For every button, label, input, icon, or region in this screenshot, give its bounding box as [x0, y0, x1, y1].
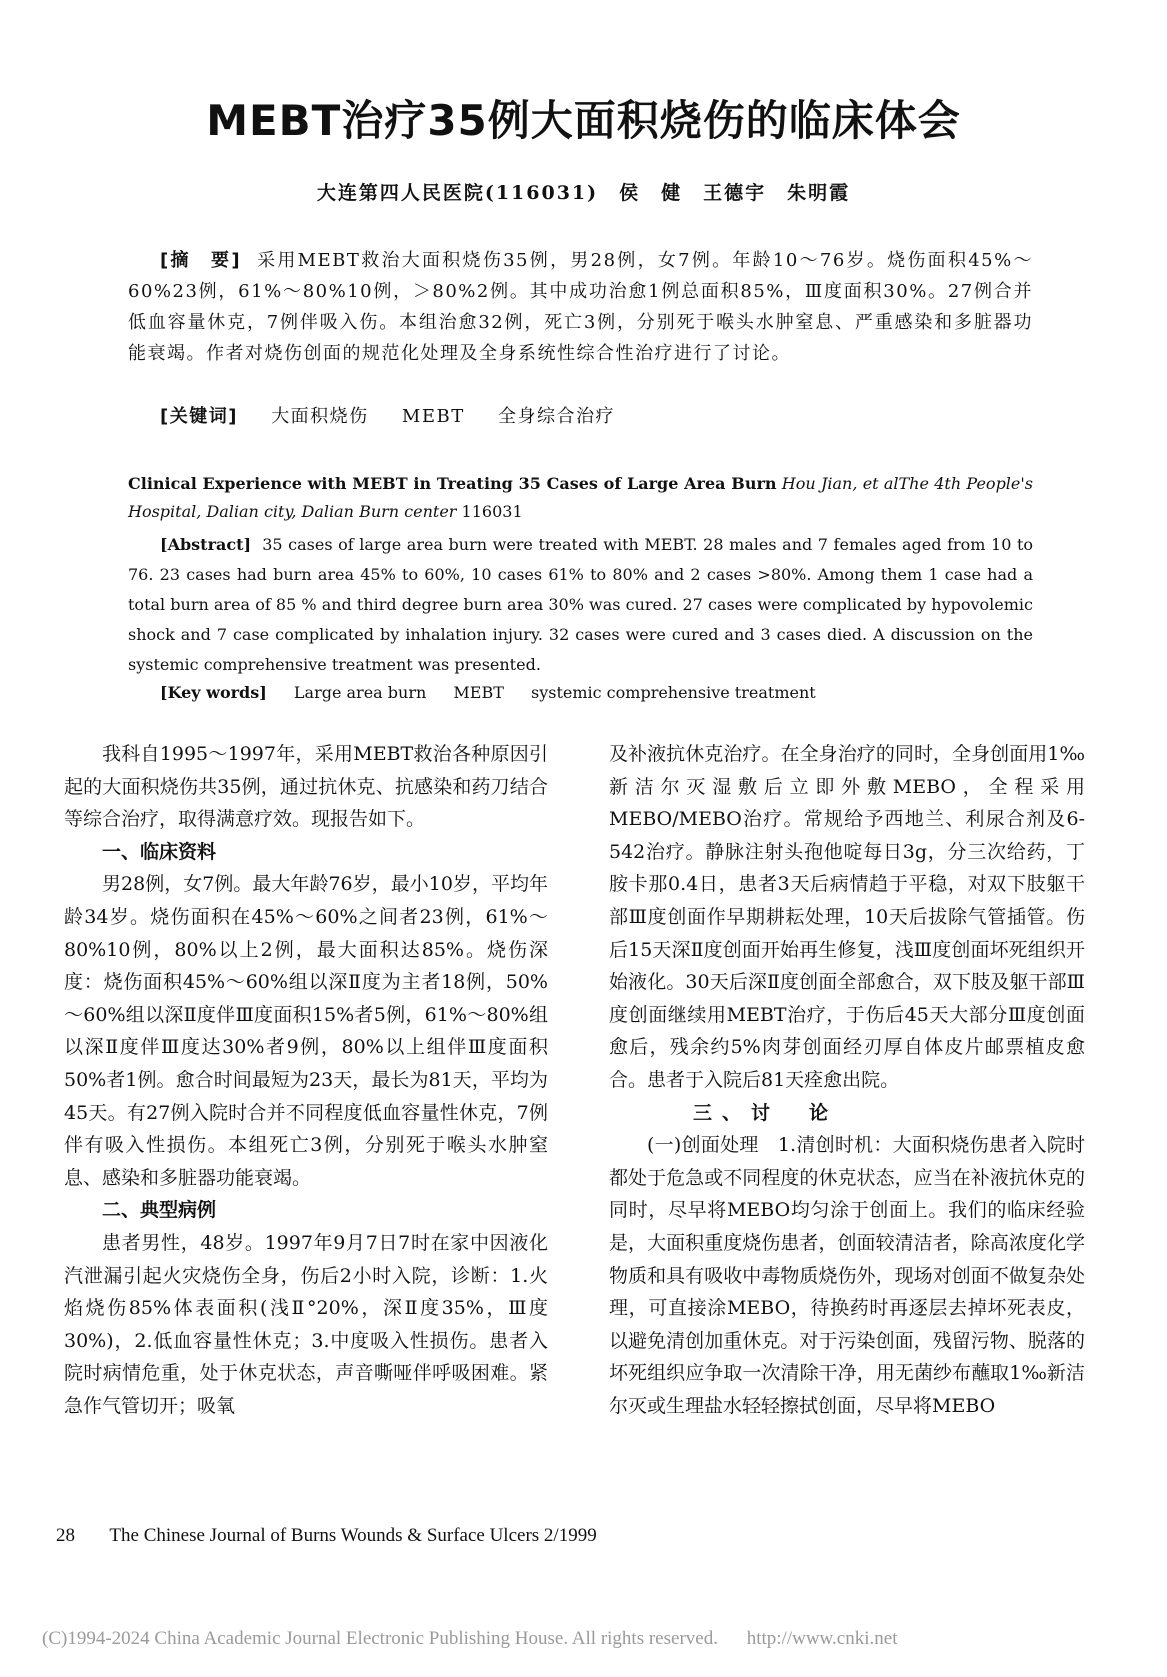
keywords-en — [160, 679, 1030, 707]
page-footer — [56, 1525, 956, 1547]
author-line: 大连第四人民医院(116031) 侯 健 王德宇 朱明霞 — [316, 182, 851, 204]
typical-case-paragraph: 患者男性，48岁。1997年9月7日7时在家中因液化汽泄漏引起火灾烧伤全身，伤后2小时入院，诊断：1.火焰烧伤85%体表面积(浅Ⅱ°20%，深Ⅱ度35%，Ⅲ度30%)，2.低血容量性休克；3.中度吸入性损伤。患者入院时病情危重，处于休克状态，声音嘶哑伴呼吸困难。紧急作气管切开；吸氧 — [64, 1231, 548, 1417]
abstract-en-label: [Abstract] — [160, 535, 252, 554]
clinical-data-paragraph: 男28例，女7例。最大年龄76岁，最小10岁，平均年龄34岁。烧伤面积在45%～60%之间者23例，61%～80%10例，80%以上2例，最大面积达85%。烧伤深度：烧伤面积45%～60%组以深Ⅱ度为主者18例，50%～60%组以深Ⅱ度伴Ⅲ度面积15%者5例，61%～80%组以深Ⅱ度伴Ⅲ度达30%者9例，80%以上组伴Ⅲ度面积50%者1例。愈合时间最短为23天，最长为81天，平均为45天。有27例入院时合并不同程度低血容量性休克，7例伴有吸入性损伤。本组死亡3例，分别死于喉头水肿窒息、感染和多脏器功能衰竭。 — [64, 873, 548, 1189]
section-heading-discussion: 三、讨 论 — [693, 1101, 839, 1124]
keywords-cn — [160, 402, 1030, 432]
abstract-cn-label: [摘 要] — [160, 250, 242, 271]
abstract-en — [128, 530, 1033, 680]
intro-paragraph: 我科自1995～1997年，采用MEBT救治各种原因引起的大面积烧伤共35例，通过抗休克、抗感染和药刀结合等综合治疗，取得满意疗效。现报告如下。 — [64, 743, 548, 831]
body-column-left — [64, 738, 548, 1422]
english-affiliation: Hou Jian, et alThe 4th People's Hospital, Dalian city, Dalian Burn center — [128, 474, 1034, 521]
abstract-en-text: 35 cases of large area burn were treated with MEBT. 28 males and 7 females aged from 10 to 76. 23 cases had burn area 45% to 60%, 10 cases 61% to 80% and 2 cases >80%. Among them 1 case had a total burn area of 85 % and third degree burn area 30% was cured. 27 cases were complicated by hypovolemic shock and 7 case complicated by inhalation injury. 32 cases were cured and 3 cases died. A discussion on the systemic comprehensive treatment was presented. — [128, 535, 1034, 674]
copyright-url: http://www.cnki.net — [746, 1628, 898, 1649]
english-postcode: 116031 — [461, 502, 523, 521]
typical-case-paragraph-continued: 及补液抗休克治疗。在全身治疗的同时，全身创面用1‰新洁尔灭湿敷后立即外敷MEBO，全程采用MEBO/MEBO治疗。常规给予西地兰、利尿合剂及6-542治疗。静脉注射头孢他啶每日3g，分三次给药，丁胺卡那0.4日，患者3天后病情趋于平稳，对双下肢躯干部Ⅲ度创面作早期耕耘处理，10天后拔除气管插管。伤后15天深Ⅱ度创面开始再生修复，浅Ⅲ度创面坏死组织开始液化。30天后深Ⅱ度创面全部愈合，双下肢及躯干部Ⅲ度创面继续用MEBT治疗，于伤后45天大部分Ⅲ度创面愈后，残余约5%肉芽创面经刃厚自体皮片邮票植皮愈合。患者于入院后81天痊愈出院。 — [609, 743, 1085, 1091]
abstract-cn — [128, 245, 1033, 369]
keyword-cn: MEBT — [401, 406, 465, 427]
keywords-cn-label: [关键词] — [160, 406, 238, 427]
discussion-paragraph: (一)创面处理 1.清创时机：大面积烧伤患者入院时都处于危急或不同程度的休克状态，应当在补液抗休克的同时，尽早将MEBO均匀涂于创面上。我们的临床经验是，大面积重度烧伤患者，创面较清洁者，除高浓度化学物质和具有吸收中毒物质烧伤外，现场对创面不做复杂处理，可直接涂MEBO，待换药时再逐层去掉坏死表皮，以避免清创加重休克。对于污染创面，残留污物、脱落的坏死组织应争取一次清除干净，用无菌纱布蘸取1‰新洁尔灭或生理盐水轻轻擦拭创面，尽早将MEBO — [609, 1134, 1085, 1417]
keyword-en: systemic comprehensive treatment — [530, 683, 816, 702]
copyright-text: (C)1994-2024 China Academic Journal Electronic Publishing House. All rights reserved. — [42, 1628, 718, 1649]
keyword-en: MEBT — [453, 683, 504, 702]
keyword-en: Large area burn — [293, 683, 427, 702]
page-number: 28 — [56, 1525, 75, 1546]
english-title-block — [128, 470, 1033, 526]
abstract-cn-text: 采用MEBT救治大面积烧伤35例，男28例，女7例。年龄10～76岁。烧伤面积45%～60%23例，61%～80%10例，＞80%2例。其中成功治愈1例总面积85%，Ⅲ度面积30%。27例合并低血容量休克，7例伴吸入伤。本组治愈32例，死亡3例，分别死于喉头水肿窒息、严重感染和多脏器功能衰竭。作者对烧伤创面的规范化处理及全身系统性综合性治疗进行了讨论。 — [128, 250, 1033, 364]
keyword-cn: 全身综合治疗 — [497, 406, 615, 427]
keyword-cn: 大面积烧伤 — [271, 406, 369, 427]
body-column-right — [609, 738, 1085, 1422]
section-heading-typical-case: 二、典型病例 — [102, 1199, 217, 1222]
section-heading-clinical-data: 一、临床资料 — [102, 840, 217, 863]
keywords-en-label: [Key words] — [160, 683, 267, 702]
copyright-line — [42, 1628, 1142, 1650]
english-title: Clinical Experience with MEBT in Treating 35 Cases of Large Area Burn — [128, 474, 777, 493]
journal-citation: The Chinese Journal of Burns Wounds & Surface Ulcers 2/1999 — [109, 1525, 597, 1546]
paper-title: MEBT治疗35例大面积烧伤的临床体会 — [206, 96, 961, 145]
